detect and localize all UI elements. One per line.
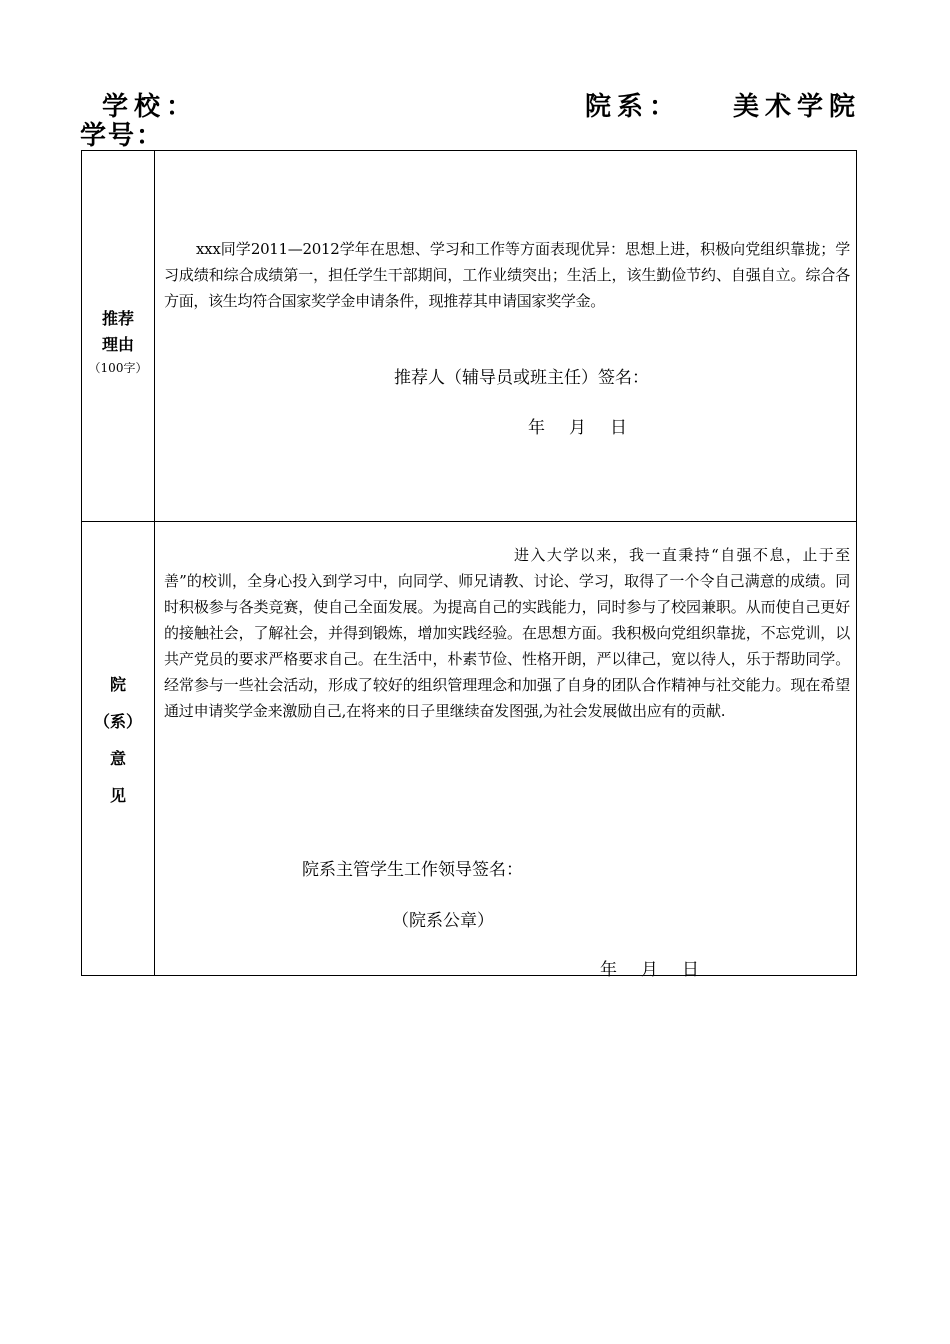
department-opinion-header (82, 666, 154, 814)
word-limit-note: （100字） (88, 361, 148, 375)
recommendation-label-line1: 推荐 (101, 309, 134, 328)
date-day: 日 (682, 960, 699, 980)
date-year: 年 (600, 960, 617, 980)
opinion-label-char-1: 院 (109, 675, 126, 694)
recommendation-reason-header (82, 306, 154, 378)
department-value: 美术学院 (733, 92, 862, 122)
opinion-label-char-3: 意 (109, 749, 126, 768)
department-seal-label: （院系公章） (392, 911, 494, 931)
column-divider (154, 151, 155, 975)
department-opinion-text: 进入大学以来，我一直秉持“自强不息，止于至善”的校训，全身心投入到学习中，向同学、师兄请教、讨论、学习，取得了一个令自己满意的成绩。同时积极参与各类竞赛，使自己全面发展。为提高自己的实践能力，同时参与了校园兼职。从而使自己更好的接触社会，了解社会，并得到锻炼，增加实践经验。在思想方面。我积极向党组织靠拢，不忘党训，以共产党员的要求严格要求自己。在生活中，朴素节俭、性格开朗，严以律己，宽以待人，乐于帮助同学。经常参与一些社会活动，形成了较好的组织管理理念和加强了自身的团队合作精神与社交能力。现在希望通过申请奖学金来激励自己,在将来的日子里继续奋发图强,为社会发展做出应有的贡献. (164, 546, 850, 720)
leader-signature-label: 院系主管学生工作领导签名： (302, 860, 523, 880)
recommender-signature-label: 推荐人（辅导员或班主任）签名： (394, 368, 649, 388)
department-date (600, 955, 699, 980)
recommendation-label-line2: 理由 (101, 335, 134, 354)
student-id-label: 学号： (80, 121, 165, 151)
date-month: 月 (569, 418, 586, 438)
application-form-table (81, 150, 857, 980)
date-day: 日 (610, 418, 627, 438)
recommendation-text: xxx同学2011—2012学年在思想、学习和工作等方面表现优异：思想上进，积极向党组织靠拢；学习成绩和综合成绩第一，担任学生干部期间，工作业绩突出；生活上，该生勤俭节约、自强自立。综合各方面，该生均符合国家奖学金申请条件，现推荐其申请国家奖学金。 (164, 240, 850, 310)
school-label: 学校： (102, 92, 199, 122)
row-divider (82, 521, 856, 522)
date-year: 年 (528, 418, 545, 438)
opinion-label-char-2: （系） (93, 712, 142, 731)
department-label: 院系： (585, 92, 682, 122)
recommendation-date (528, 413, 627, 438)
opinion-label-char-4: 见 (109, 786, 126, 805)
date-month: 月 (641, 960, 658, 980)
